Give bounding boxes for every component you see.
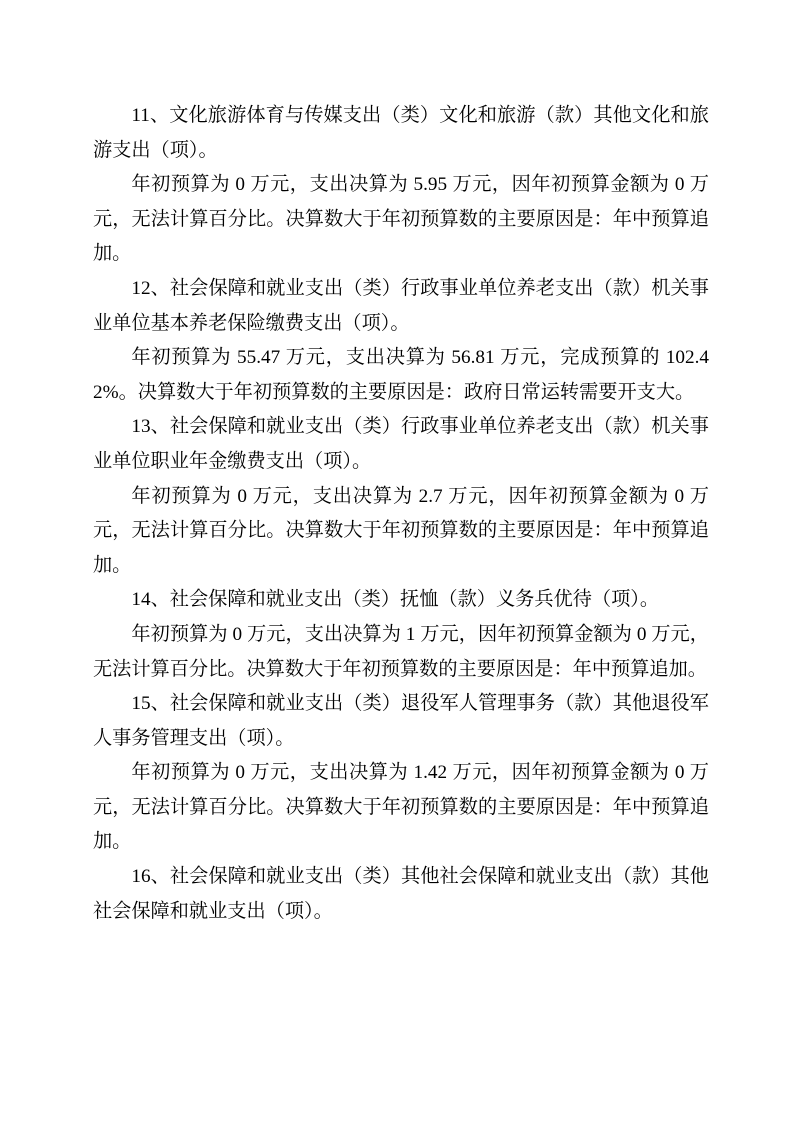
item-14-heading: 14、社会保障和就业支出（类）抚恤（款）义务兵优待（项）。 [131,589,660,611]
item-12-heading: 12、社会保障和就业支出（类）行政事业单位养老支出（款）机关事业单位基本养老保险缴费支出（项）。 [93,277,709,334]
item-11-heading: 11、文化旅游体育与传媒支出（类）文化和旅游（款）其他文化和旅游支出（项）。 [93,105,709,161]
item-15-heading: 15、社会保障和就业支出（类）退役军人管理事务（款）其他退役军人事务管理支出（项）。 [93,693,709,749]
document-body [93,99,709,929]
item-14-detail: 年初预算为 0 万元，支出决算为 1 万元，因年初预算金额为 0 万元，无法计算百分比。决算数大于年初预算数的主要原因是：年中预算追加。 [93,623,709,680]
item-11-detail: 年初预算为 0 万元，支出决算为 5.95 万元，因年初预算金额为 0 万元，无法计算百分比。决算数大于年初预算数的主要原因是：年中预算追加。 [93,174,709,265]
item-12-detail: 年初预算为 55.47 万元，支出决算为 56.81 万元，完成预算的 102.42%。决算数大于年初预算数的主要原因是：政府日常运转需要开支大。 [93,347,709,403]
item-13-heading: 13、社会保障和就业支出（类）行政事业单位养老支出（款）机关事业单位职业年金缴费支出（项）。 [93,416,709,472]
item-15-detail: 年初预算为 0 万元，支出决算为 1.42 万元，因年初预算金额为 0 万元，无法计算百分比。决算数大于年初预算数的主要原因是：年中预算追加。 [93,762,709,853]
item-16-heading: 16、社会保障和就业支出（类）其他社会保障和就业支出（款）其他社会保障和就业支出（项）。 [93,866,709,922]
item-13-detail: 年初预算为 0 万元，支出决算为 2.7 万元，因年初预算金额为 0 万元，无法计算百分比。决算数大于年初预算数的主要原因是：年中预算追加。 [93,485,709,576]
